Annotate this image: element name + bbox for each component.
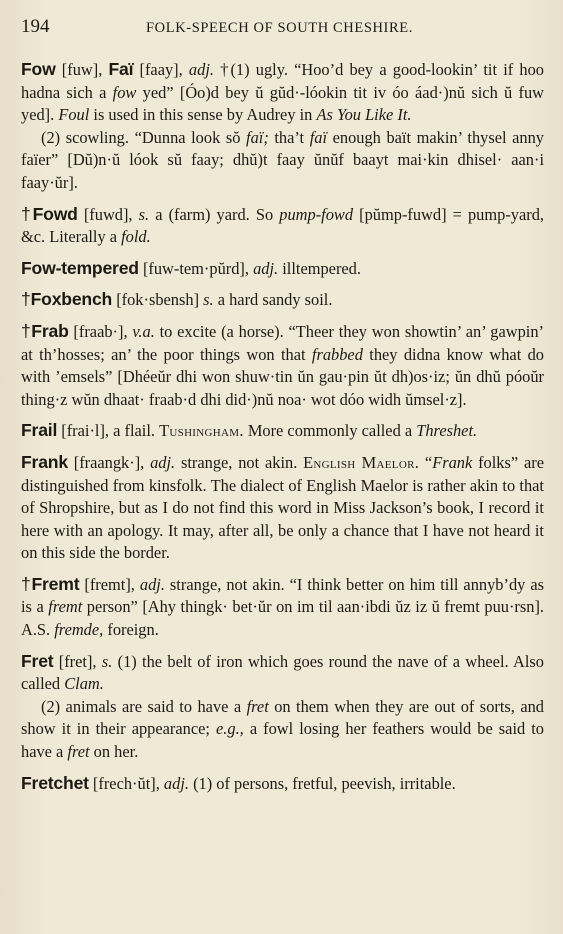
entry-text: strange, not akin. “I think better on him till annyb’dy as is a (21, 574, 544, 617)
headword (21, 289, 112, 309)
dictionary-entry (21, 288, 544, 312)
entry-text: enough baït makin’ thysel anny faïer” [Dŭ)n·ŭ lóok sŭ faay; dhŭ)t faay ŭnŭf baayt mai·kin dhisel· aan·i faay·ŭr]. (21, 127, 544, 192)
entry-text: they didna know what do with ’emsels” [Dhéeŭr dhi won shuw·tin ŭn gau·pin ŭt dh)os·iz; ŭn dhŭ póoŭr thing·z wŭn dhaat· fraab·d dhi did·)nŭ noa· wot dóo widh ŭmsel·z]. (21, 344, 544, 409)
headword (21, 420, 57, 440)
italic-text: Foul (58, 105, 90, 125)
dagger-mark: † (21, 573, 32, 594)
italic-text: Clam. (64, 674, 104, 694)
italic-text: adj. (139, 574, 165, 594)
headword (21, 204, 78, 224)
sub-sense (21, 127, 544, 195)
italic-text: faï (309, 127, 328, 147)
headword-text: Frail (21, 420, 58, 441)
variant-headword: Faï (108, 59, 134, 79)
entry-text: [fraangk·], (67, 452, 151, 472)
headword (21, 321, 69, 341)
headword-text: Frank (21, 451, 68, 472)
dictionary-entry (21, 320, 544, 411)
entry-text: foreign. (103, 620, 159, 640)
entry-text: [fremt], (79, 574, 140, 594)
source-attribution: English Maelor. (303, 452, 420, 472)
entry-text: [fuw-tem·pŭrd], (138, 258, 254, 278)
headword (21, 773, 89, 793)
italic-text: s. (138, 204, 150, 224)
italic-text: faï; (246, 127, 269, 147)
italic-text: adj. (150, 452, 176, 472)
entry-text: folks” are distinguished from kinsfolk. The dialect of English Maelor is rather akin to that of Shropshire, but as I do not find this word in Miss Jackson’s book, I record it here with an apology. It may, after all, be only a chance that I have not heard it on this side the border. (21, 452, 544, 563)
italic-text: s. (101, 651, 113, 671)
headword-text: Fretchet (21, 772, 89, 793)
running-head (21, 16, 544, 42)
entry-text: [fok·sbensh] (112, 290, 204, 310)
entry-text: [frai·l], a flail. (57, 421, 160, 441)
dictionary-entry (21, 203, 544, 249)
dictionary-entry (21, 573, 544, 642)
headword-text: Fret (21, 650, 54, 671)
entry-text: a fowl losing her feathers would be said to have a (21, 719, 544, 762)
italic-text: pump-fowd (279, 204, 354, 224)
entry-text: “ (419, 452, 433, 472)
dictionary-entries (21, 58, 544, 795)
entry-text: to excite (a horse). “Theer they won showtin’ an’ gawpin’ at th’hosses; an’ the poor things won that (21, 321, 544, 364)
headword (21, 651, 53, 671)
italic-text: adj. (188, 60, 214, 79)
italic-text: fremt (48, 597, 83, 617)
entry-text: †(1) ugly. “Hoo’d bey a good-lookin’ tit if hoo hadna sich a (21, 60, 544, 102)
entry-text: [pŭmp-fuwd] = pump-yard, &c. Literally a (21, 204, 544, 247)
headword-text: Foxbench (30, 289, 113, 310)
entry-text: [frech·ŭt], (88, 773, 164, 793)
dagger-mark: † (21, 203, 33, 224)
entry-text: tha’t (268, 127, 310, 147)
source-attribution: Tushingham. (159, 421, 244, 441)
italic-text: frabbed (311, 344, 363, 364)
page-number: 194 (21, 16, 50, 37)
italic-text: As You Like It. (316, 105, 412, 125)
sub-sense (21, 696, 544, 764)
entry-text: [fraab·], (68, 321, 133, 341)
entry-text: (1) of persons, fretful, peevish, irritable. (188, 773, 456, 793)
headword (21, 452, 68, 472)
entry-text: yed” [Óo)d bey ŭ gŭd·-lóokin tit iv óo áad·)nŭ sich ŭ fuw yed]. (21, 82, 545, 125)
entry-text: on her. (89, 742, 139, 762)
italic-text: e.g., (216, 719, 244, 739)
entry-text: [fuwd], (77, 204, 139, 224)
italic-text: fret (246, 696, 269, 716)
entry-text: [fret], (53, 651, 102, 671)
italic-text: v.a. (132, 321, 155, 341)
dictionary-entry (21, 451, 544, 565)
italic-text: s. (203, 290, 214, 310)
italic-text: fret (67, 742, 90, 762)
dagger-mark: † (21, 320, 32, 341)
dictionary-entry (21, 772, 544, 796)
running-title: FOLK-SPEECH OF SOUTH CHESHIRE. (146, 20, 413, 36)
entry-text: (2) animals are said to have a (41, 696, 247, 716)
italic-text: adj. (163, 773, 189, 793)
headword-text: Fow (21, 59, 56, 79)
italic-text: fremde, (54, 620, 104, 640)
italic-text: Frank (432, 452, 473, 472)
entry-text: [fuw], (55, 60, 109, 79)
headword-text: Fowd (32, 203, 78, 224)
entry-text: person” [Ahy thingk· bet·ŭr on im til aan·ibdi ŭz iz ŭ fremt puu·rsn]. A.S. (21, 597, 545, 640)
entry-text: More commonly called a (243, 421, 417, 441)
entry-text: (1) the belt of iron which goes round the nave of a wheel. Also called (21, 651, 544, 694)
italic-text: fow (112, 82, 137, 102)
entry-text: [faay], (133, 60, 189, 79)
headword-text: Fow-tempered (21, 257, 139, 278)
dictionary-entry (21, 257, 544, 281)
dictionary-entry (21, 650, 544, 764)
headword (21, 258, 139, 278)
dictionary-entry (21, 419, 544, 443)
entry-text: strange, not akin. (175, 452, 304, 472)
entry-text: illtempered. (278, 258, 361, 278)
headword-text: Frab (31, 320, 69, 341)
entry-text: a hard sandy soil. (213, 290, 333, 310)
dictionary-entry (21, 58, 544, 195)
entry-text: is used in this sense by Audrey in (89, 105, 317, 125)
entry-text: a (farm) yard. So (149, 204, 280, 224)
entry-text: on them when they are out of sorts, and show it in their appearance; (21, 696, 544, 739)
italic-text: Threshet. (416, 421, 478, 441)
headword-text: Fremt (31, 573, 80, 594)
entry-text: (2) scowling. “Dunna look sŏ (41, 127, 247, 147)
headword (21, 574, 79, 594)
italic-text: fold. (121, 227, 151, 247)
headword (21, 59, 56, 79)
dagger-mark: † (21, 289, 31, 310)
italic-text: adj. (253, 258, 279, 278)
